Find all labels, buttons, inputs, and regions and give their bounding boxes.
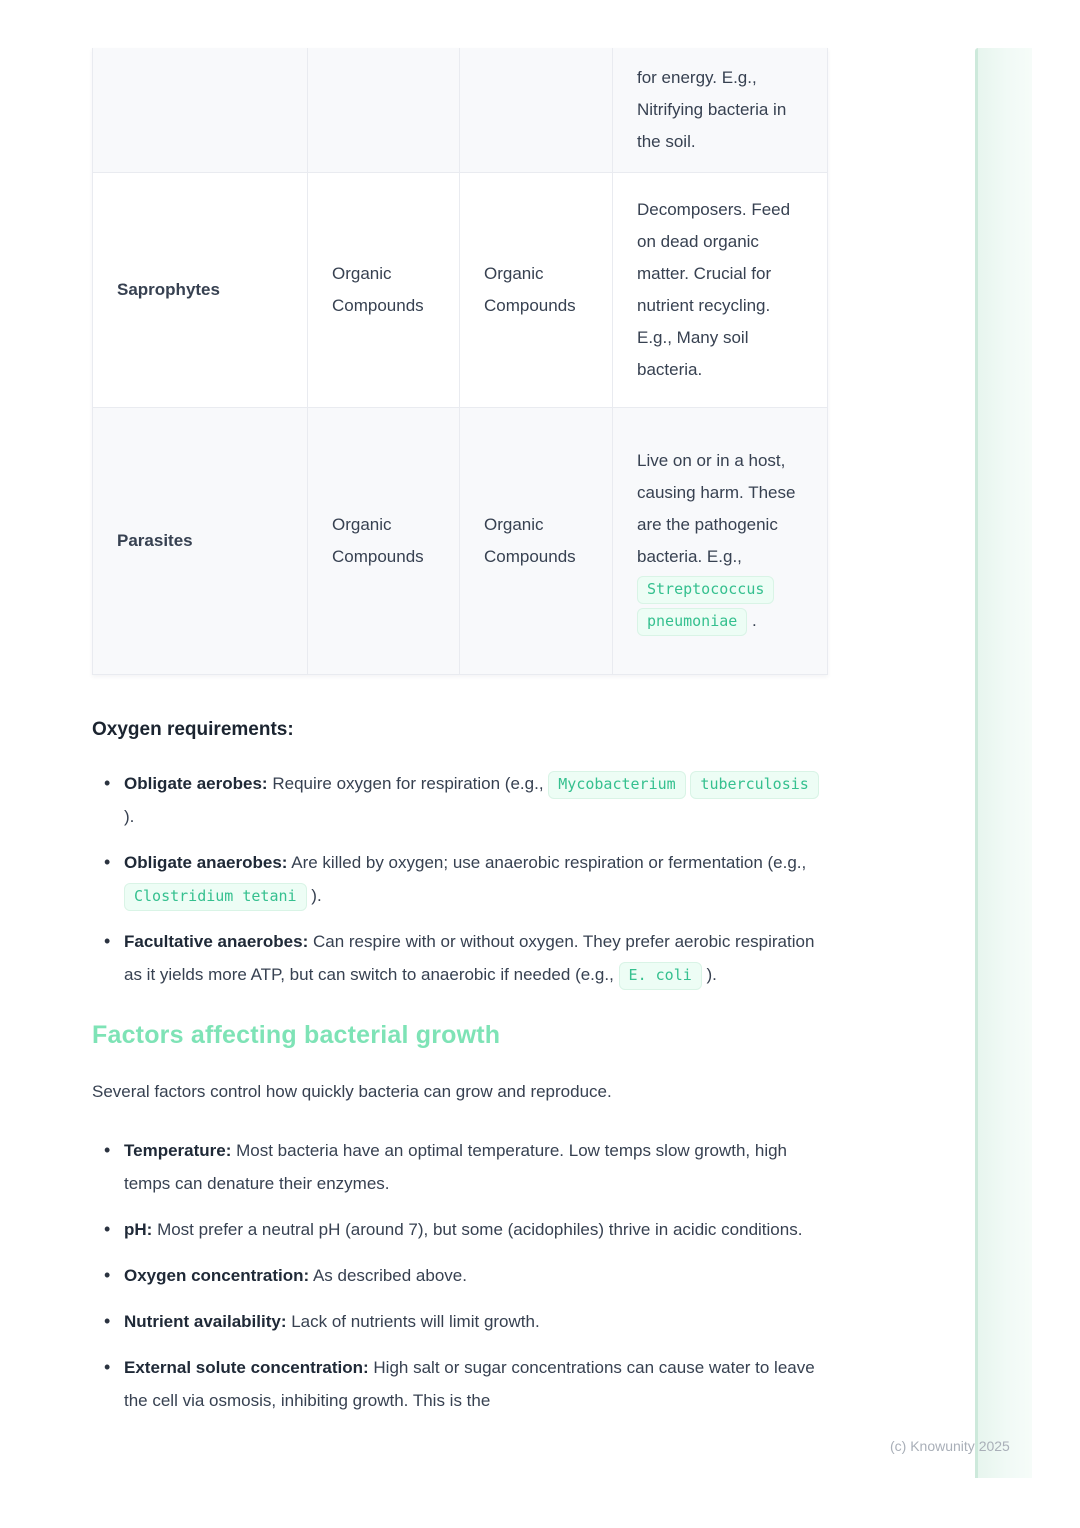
table-row-parasites <box>93 408 828 675</box>
code-term-streptococcus: Streptococcus <box>637 576 774 604</box>
cell-energy-source: Organic Compounds <box>308 173 460 408</box>
item-tail: ). <box>706 965 717 984</box>
item-term: Temperature: <box>124 1141 232 1160</box>
item-term: Oxygen concentration: <box>124 1266 310 1285</box>
list-item-oxygen-concentration <box>124 1259 827 1292</box>
knowunity-watermark: (c) Knowunity 2025 <box>890 1438 1010 1454</box>
cell-type: Parasites <box>93 408 308 675</box>
cell-energy-source: Organic Compounds <box>308 408 460 675</box>
item-term: Obligate anaerobes: <box>124 853 288 872</box>
cell-description <box>613 408 828 675</box>
list-item-obligate-anaerobes <box>124 846 827 912</box>
list-item-nutrient-availability <box>124 1305 827 1338</box>
item-text: Require oxygen for respiration (e.g., <box>272 774 544 793</box>
factors-intro: Several factors control how quickly bacteria can grow and reproduce. <box>92 1082 612 1101</box>
item-term: Obligate aerobes: <box>124 774 268 793</box>
table-row-saprophytes <box>93 173 828 408</box>
code-term-e-coli: E. coli <box>619 962 702 990</box>
cell-description: Decomposers. Feed on dead organic matter. Crucial for nutrient recycling. E.g., Many soil bacteria. <box>613 173 828 408</box>
oxygen-requirements-list <box>92 767 827 991</box>
cell-carbon-source: Organic Compounds <box>460 173 613 408</box>
cell-carbon-source: Organic Compounds <box>460 408 613 675</box>
item-term: pH: <box>124 1220 153 1239</box>
cell-type: Saprophytes <box>93 173 308 408</box>
cell-carbon-source <box>460 48 613 173</box>
table-row-cutoff <box>93 48 828 173</box>
factors-heading: Factors affecting bacterial growth <box>92 1021 501 1049</box>
item-text: Lack of nutrients will limit growth. <box>291 1312 540 1331</box>
decorative-side-strip <box>975 48 1032 1478</box>
item-text: High salt or sugar concentrations can cause water to leave the cell via osmosis, inhibiting growth. This is the <box>124 1358 815 1410</box>
item-text: Most prefer a neutral pH (around 7), but some (acidophiles) thrive in acidic conditions. <box>157 1220 803 1239</box>
page-content <box>92 48 827 1430</box>
cell-type <box>93 48 308 173</box>
item-text: Can respire with or without oxygen. They prefer aerobic respiration as it yields more ATP, but can switch to anaerobic if needed (e.g., <box>124 932 815 984</box>
item-tail: ). <box>124 807 135 826</box>
item-text: Are killed by oxygen; use anaerobic respiration or fermentation (e.g., <box>291 853 807 872</box>
item-term: Facultative anaerobes: <box>124 932 309 951</box>
code-term-pneumoniae: pneumoniae <box>637 608 747 636</box>
list-item-external-solute-concentration <box>124 1351 827 1417</box>
cell-energy-source <box>308 48 460 173</box>
item-term: Nutrient availability: <box>124 1312 287 1331</box>
list-item-obligate-aerobes <box>124 767 827 833</box>
code-term-tuberculosis: tuberculosis <box>690 771 818 799</box>
cell-description: for energy. E.g., Nitrifying bacteria in the soil. <box>613 48 828 173</box>
list-item-temperature <box>124 1134 827 1200</box>
item-text: Most bacteria have an optimal temperature. Low temps slow growth, high temps can denature their enzymes. <box>124 1141 788 1193</box>
oxygen-requirements-heading: Oxygen requirements: <box>92 719 294 740</box>
item-tail: ). <box>311 886 322 905</box>
code-term-mycobacterium: Mycobacterium <box>548 771 685 799</box>
code-term-clostridium-tetani: Clostridium tetani <box>124 883 307 911</box>
list-item-facultative-anaerobes <box>124 925 827 991</box>
list-item-ph <box>124 1213 827 1246</box>
item-term: External solute concentration: <box>124 1358 369 1377</box>
item-text: As described above. <box>312 1266 467 1285</box>
description-tail: . <box>752 611 757 630</box>
growth-factors-list <box>92 1134 827 1417</box>
description-text: Live on or in a host, causing harm. These are the pathogenic bacteria. E.g., <box>637 451 796 566</box>
bacteria-nutrition-table <box>92 48 828 675</box>
